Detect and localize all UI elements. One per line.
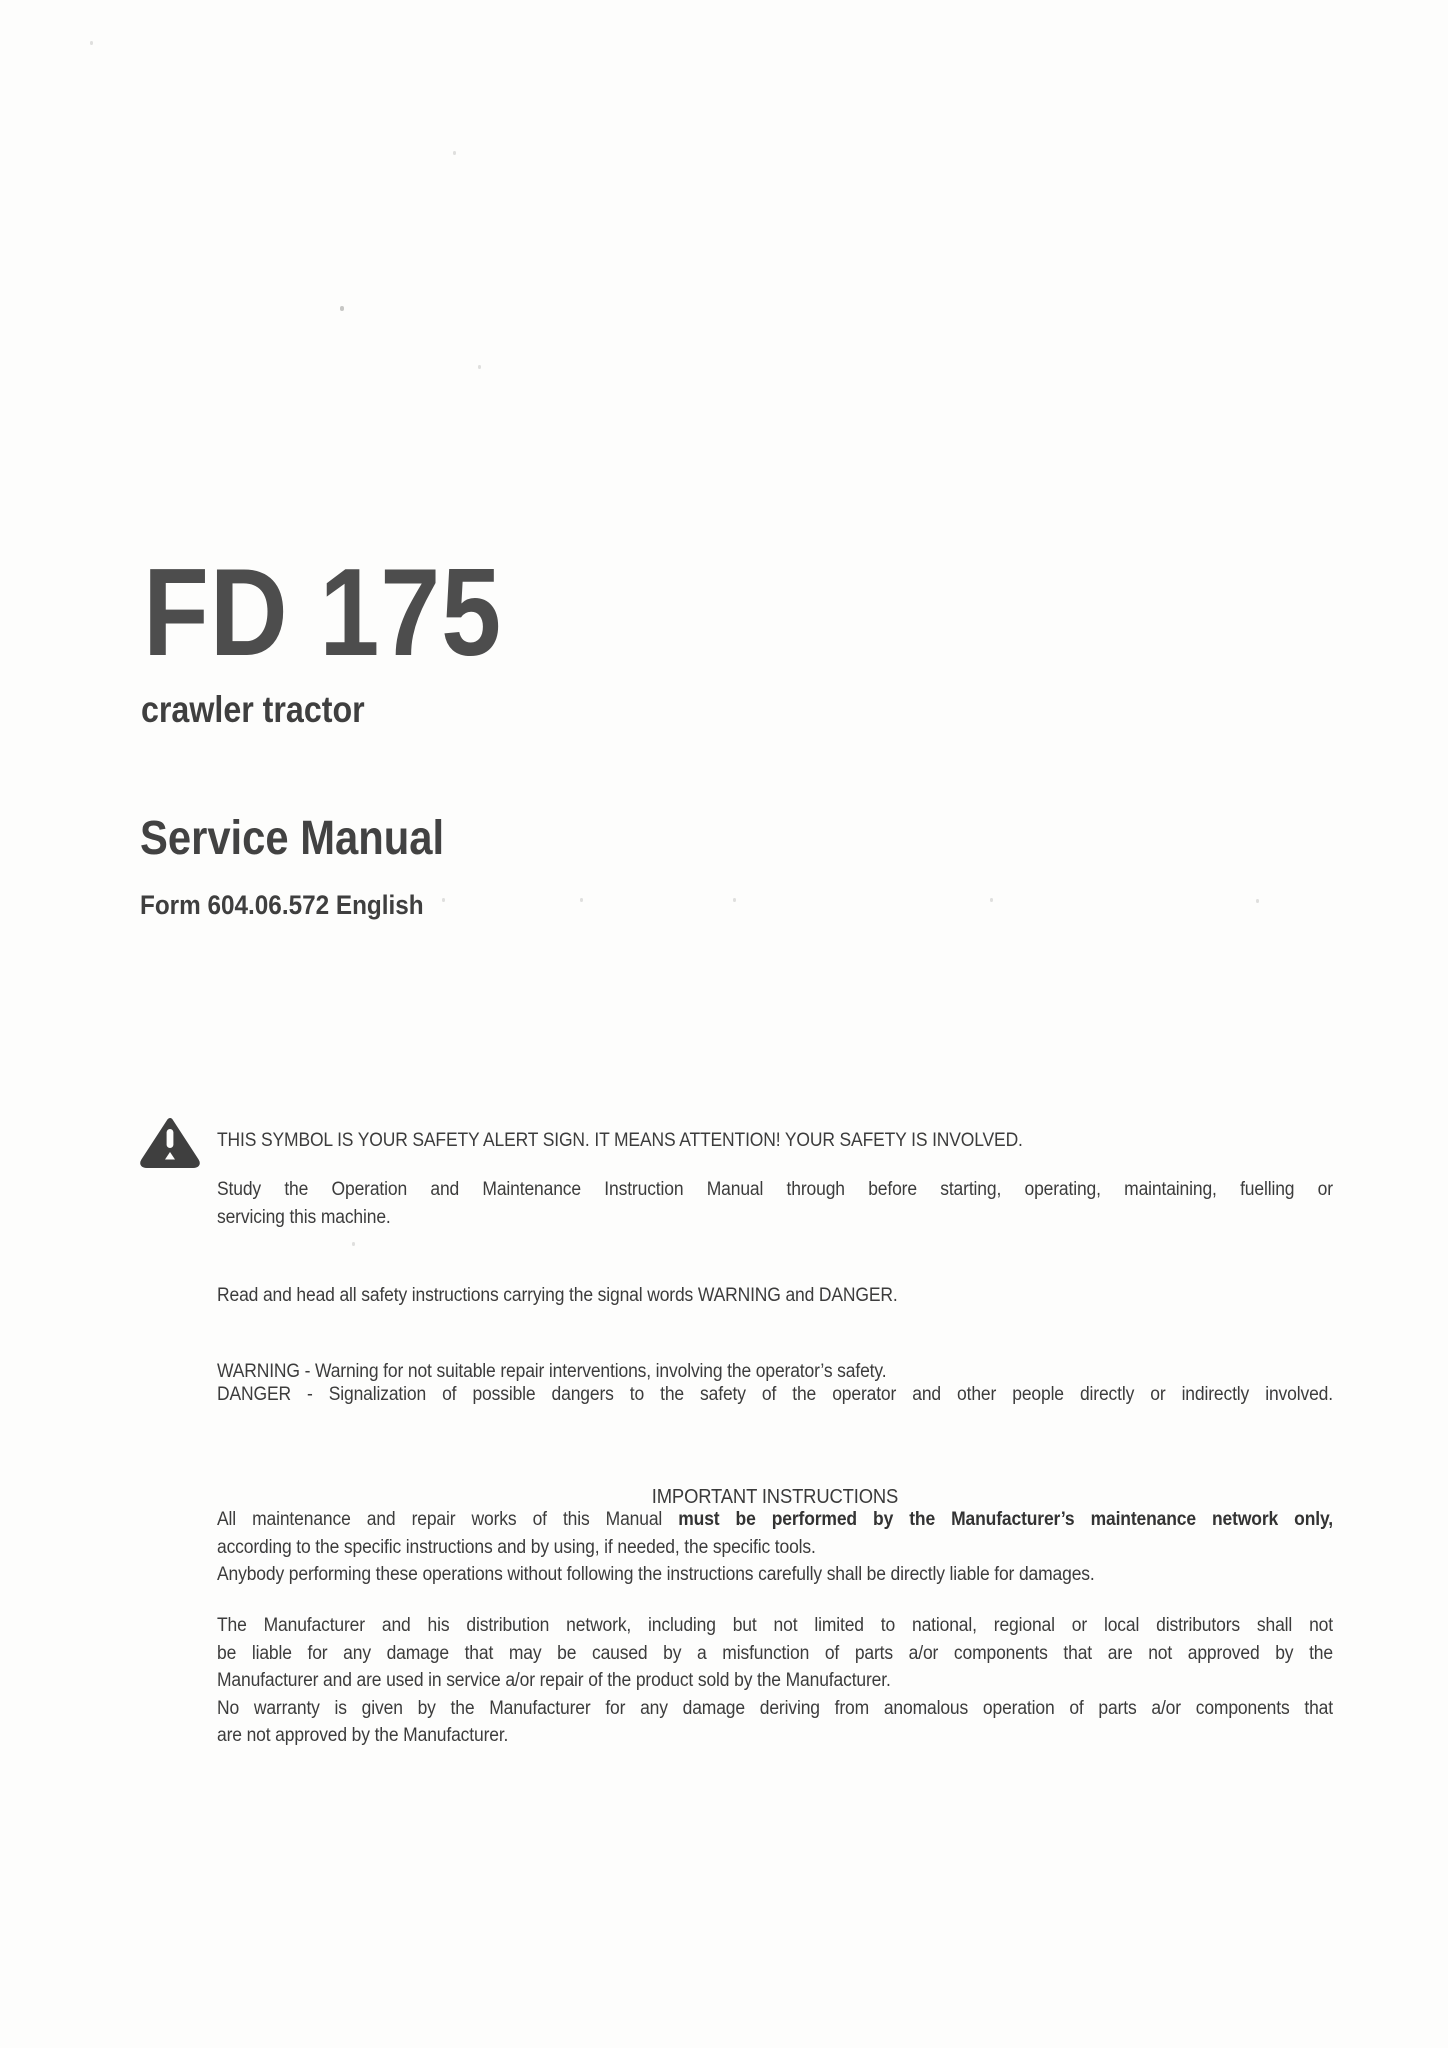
signal-words-block xyxy=(217,1360,1333,1406)
important-paragraph-2-line-1: The Manufacturer and his distribution network, including but not limited to national, regional or local distributors shall not xyxy=(217,1615,1333,1636)
study-paragraph xyxy=(217,1176,1333,1231)
important-paragraph-2-line-4: No warranty is given by the Manufacturer for any damage deriving from anomalous operation of parts a/or components that xyxy=(217,1697,1333,1719)
document-title: Service Manual xyxy=(140,812,445,865)
form-number-line: Form 604.06.572 English xyxy=(140,890,424,920)
important-instructions-heading: IMPORTANT INSTRUCTIONS xyxy=(651,1486,899,1508)
important-paragraph-1-line-1 xyxy=(217,1506,1333,1534)
body-text-column xyxy=(217,0,1333,2048)
important-p1-l1-normal-text: All maintenance and repair works of this Manual xyxy=(217,1509,679,1530)
important-paragraph-2-line-2: be liable for any damage that may be caused by a misfunction of parts a/or components that are not approved by the xyxy=(217,1642,1333,1664)
scan-speck xyxy=(90,41,93,45)
important-instructions-paragraph-1 xyxy=(217,1506,1333,1589)
study-paragraph-line-2: servicing this machine. xyxy=(217,1206,391,1228)
important-paragraph-2-line-3: Manufacturer and are used in service a/or repair of the product sold by the Manufacturer. xyxy=(217,1670,891,1691)
machine-type-label: crawler tractor xyxy=(141,689,365,730)
safety-alert-triangle-icon xyxy=(139,1118,201,1168)
important-paragraph-1-line-2: according to the specific instructions and by using, if needed, the specific tools. xyxy=(217,1536,816,1558)
study-paragraph-line-1: Study the Operation and Maintenance Instruction Manual through before starting, operating, maintaining, fuelling or xyxy=(217,1179,1333,1200)
safety-alert-sentence: THIS SYMBOL IS YOUR SAFETY ALERT SIGN. IT MEANS ATTENTION! YOUR SAFETY IS INVOLVED. xyxy=(217,1130,1023,1151)
important-paragraph-2-line-5: are not approved by the Manufacturer. xyxy=(217,1725,509,1746)
important-p1-l1-bold-text: must be performed by the Manufacturer’s maintenance network only, xyxy=(678,1509,1333,1530)
danger-definition-line: DANGER - Signalization of possible dangers to the safety of the operator and other people directly or indirectly involved. xyxy=(217,1384,1333,1405)
read-instructions-sentence: Read and head all safety instructions carrying the signal words WARNING and DANGER. xyxy=(217,1285,898,1306)
warning-definition-line: WARNING - Warning for not suitable repair interventions, involving the operator’s safety. xyxy=(217,1361,887,1382)
model-title: FD 175 xyxy=(143,544,502,682)
important-paragraph-1-line-3: Anybody performing these operations without following the instructions carefully shall be directly liable for damages. xyxy=(217,1564,1095,1585)
important-instructions-paragraph-2 xyxy=(217,1612,1333,1750)
